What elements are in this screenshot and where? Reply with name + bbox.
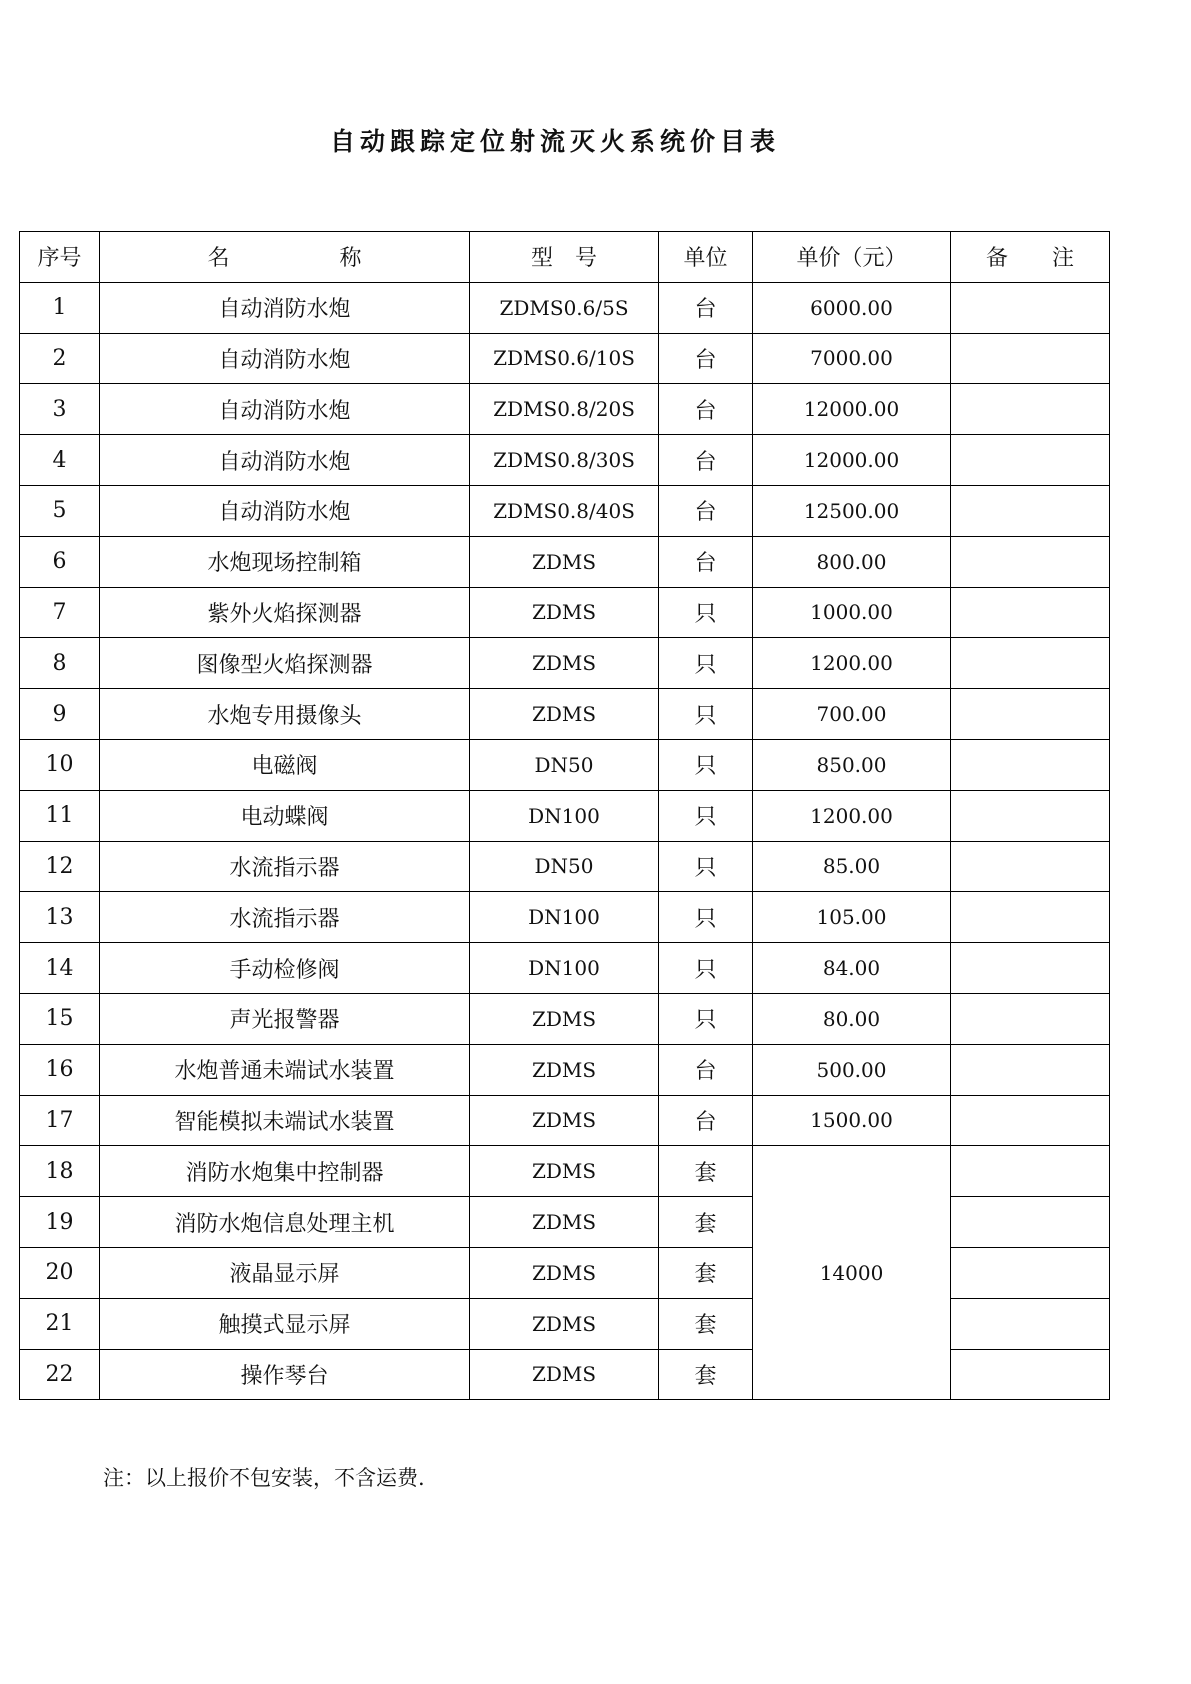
table-header-row (20, 232, 1110, 283)
row-model: ZDMS (470, 1349, 659, 1400)
row-remark (951, 1247, 1110, 1298)
table-row (20, 384, 1110, 435)
row-unit: 套 (659, 1298, 753, 1349)
table-row (20, 993, 1110, 1044)
row-unit: 只 (659, 739, 753, 790)
row-index: 11 (20, 790, 100, 841)
row-index: 14 (20, 943, 100, 994)
row-price: 105.00 (753, 892, 951, 943)
row-name: 消防水炮集中控制器 (100, 1146, 470, 1197)
row-name: 水炮现场控制箱 (100, 536, 470, 587)
row-unit: 只 (659, 638, 753, 689)
row-price: 850.00 (753, 739, 951, 790)
row-name: 水流指示器 (100, 841, 470, 892)
row-index: 10 (20, 739, 100, 790)
row-name: 触摸式显示屏 (100, 1298, 470, 1349)
table-row (20, 282, 1110, 333)
row-remark (951, 689, 1110, 740)
row-index: 4 (20, 435, 100, 486)
row-model: ZDMS (470, 1146, 659, 1197)
table-row (20, 485, 1110, 536)
table-row (20, 841, 1110, 892)
row-unit: 只 (659, 790, 753, 841)
row-remark (951, 943, 1110, 994)
row-unit: 台 (659, 435, 753, 486)
row-unit: 套 (659, 1197, 753, 1248)
row-name: 自动消防水炮 (100, 485, 470, 536)
row-name: 水流指示器 (100, 892, 470, 943)
header-name: 名 称 (100, 232, 470, 283)
row-name: 消防水炮信息处理主机 (100, 1197, 470, 1248)
row-remark (951, 993, 1110, 1044)
row-index: 15 (20, 993, 100, 1044)
row-price: 700.00 (753, 689, 951, 740)
row-unit: 台 (659, 536, 753, 587)
row-index: 17 (20, 1095, 100, 1146)
header-remark: 备 注 (951, 232, 1110, 283)
header-unit: 单位 (659, 232, 753, 283)
table-body (20, 282, 1110, 1400)
table-row (20, 435, 1110, 486)
row-remark (951, 485, 1110, 536)
table-row (20, 587, 1110, 638)
row-index: 13 (20, 892, 100, 943)
row-remark (951, 892, 1110, 943)
row-model: DN100 (470, 943, 659, 994)
row-unit: 台 (659, 384, 753, 435)
row-unit: 只 (659, 993, 753, 1044)
row-price: 80.00 (753, 993, 951, 1044)
row-index: 1 (20, 282, 100, 333)
table-row (20, 536, 1110, 587)
row-index: 16 (20, 1044, 100, 1095)
row-model: ZDMS (470, 1247, 659, 1298)
table-row (20, 333, 1110, 384)
row-model: ZDMS (470, 1044, 659, 1095)
page-title: 自动跟踪定位射流灭火系统价目表 (329, 127, 780, 156)
table-row (20, 689, 1110, 740)
row-unit: 只 (659, 841, 753, 892)
row-index: 6 (20, 536, 100, 587)
row-remark (951, 1146, 1110, 1197)
row-name: 声光报警器 (100, 993, 470, 1044)
row-price: 12000.00 (753, 384, 951, 435)
row-unit: 台 (659, 1095, 753, 1146)
row-remark (951, 1298, 1110, 1349)
table-row (20, 1044, 1110, 1095)
row-name: 自动消防水炮 (100, 333, 470, 384)
row-model: DN100 (470, 790, 659, 841)
row-model: ZDMS (470, 1298, 659, 1349)
row-remark (951, 638, 1110, 689)
row-name: 智能模拟未端试水装置 (100, 1095, 470, 1146)
row-name: 操作琴台 (100, 1349, 470, 1400)
row-name: 电磁阀 (100, 739, 470, 790)
row-remark (951, 1197, 1110, 1248)
row-name: 电动蝶阀 (100, 790, 470, 841)
row-remark (951, 282, 1110, 333)
price-table (19, 231, 1110, 1400)
row-name: 自动消防水炮 (100, 435, 470, 486)
row-unit: 套 (659, 1146, 753, 1197)
row-name: 水炮专用摄像头 (100, 689, 470, 740)
row-price: 6000.00 (753, 282, 951, 333)
table-row (20, 892, 1110, 943)
row-remark (951, 841, 1110, 892)
row-remark (951, 435, 1110, 486)
row-model: ZDMS (470, 993, 659, 1044)
row-model: ZDMS (470, 689, 659, 740)
row-price: 500.00 (753, 1044, 951, 1095)
row-remark (951, 739, 1110, 790)
header-index: 序号 (20, 232, 100, 283)
table-row (20, 1146, 1110, 1197)
row-index: 9 (20, 689, 100, 740)
row-unit: 只 (659, 943, 753, 994)
row-model: DN50 (470, 739, 659, 790)
group-price: 14000 (753, 1146, 951, 1400)
row-index: 12 (20, 841, 100, 892)
row-name: 水炮普通未端试水装置 (100, 1044, 470, 1095)
row-model: ZDMS (470, 587, 659, 638)
row-remark (951, 1044, 1110, 1095)
row-name: 手动检修阀 (100, 943, 470, 994)
row-price: 1500.00 (753, 1095, 951, 1146)
row-index: 20 (20, 1247, 100, 1298)
table-row (20, 943, 1110, 994)
table-row (20, 1095, 1110, 1146)
row-price: 84.00 (753, 943, 951, 994)
row-model: ZDMS0.6/5S (470, 282, 659, 333)
row-model: ZDMS (470, 1197, 659, 1248)
row-index: 5 (20, 485, 100, 536)
row-unit: 台 (659, 282, 753, 333)
row-remark (951, 384, 1110, 435)
row-name: 自动消防水炮 (100, 384, 470, 435)
row-unit: 套 (659, 1247, 753, 1298)
table-row (20, 790, 1110, 841)
row-name: 图像型火焰探测器 (100, 638, 470, 689)
row-index: 2 (20, 333, 100, 384)
row-unit: 台 (659, 485, 753, 536)
header-model: 型 号 (470, 232, 659, 283)
row-name: 自动消防水炮 (100, 282, 470, 333)
row-remark (951, 790, 1110, 841)
row-remark (951, 536, 1110, 587)
row-name: 紫外火焰探测器 (100, 587, 470, 638)
row-unit: 套 (659, 1349, 753, 1400)
row-unit: 台 (659, 333, 753, 384)
row-price: 85.00 (753, 841, 951, 892)
row-remark (951, 333, 1110, 384)
row-price: 12000.00 (753, 435, 951, 486)
row-model: ZDMS (470, 1095, 659, 1146)
row-index: 18 (20, 1146, 100, 1197)
row-index: 21 (20, 1298, 100, 1349)
row-price: 800.00 (753, 536, 951, 587)
row-remark (951, 1095, 1110, 1146)
row-index: 22 (20, 1349, 100, 1400)
row-model: ZDMS0.8/20S (470, 384, 659, 435)
row-model: DN100 (470, 892, 659, 943)
row-index: 7 (20, 587, 100, 638)
row-remark (951, 1349, 1110, 1400)
footer-note: 注：以上报价不包安装，不含运费. (103, 1466, 425, 1490)
row-model: DN50 (470, 841, 659, 892)
row-price: 1000.00 (753, 587, 951, 638)
row-model: ZDMS0.8/30S (470, 435, 659, 486)
row-price: 1200.00 (753, 638, 951, 689)
row-price: 12500.00 (753, 485, 951, 536)
row-unit: 台 (659, 1044, 753, 1095)
row-index: 19 (20, 1197, 100, 1248)
row-index: 3 (20, 384, 100, 435)
row-price: 7000.00 (753, 333, 951, 384)
row-model: ZDMS0.8/40S (470, 485, 659, 536)
row-price: 1200.00 (753, 790, 951, 841)
row-model: ZDMS (470, 536, 659, 587)
row-name: 液晶显示屏 (100, 1247, 470, 1298)
row-model: ZDMS (470, 638, 659, 689)
row-unit: 只 (659, 892, 753, 943)
header-price: 单价（元） (753, 232, 951, 283)
table-row (20, 638, 1110, 689)
row-unit: 只 (659, 689, 753, 740)
row-index: 8 (20, 638, 100, 689)
table-row (20, 739, 1110, 790)
row-model: ZDMS0.6/10S (470, 333, 659, 384)
row-remark (951, 587, 1110, 638)
row-unit: 只 (659, 587, 753, 638)
